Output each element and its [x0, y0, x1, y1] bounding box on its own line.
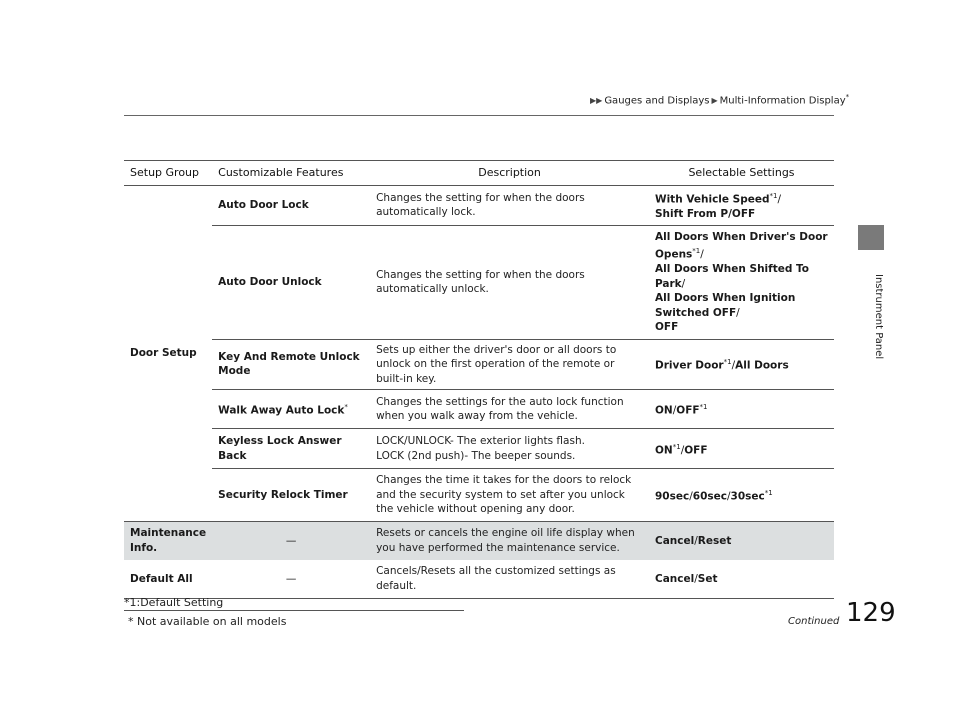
- header-selectable-settings: Selectable Settings: [649, 161, 834, 186]
- table-row: [124, 390, 834, 429]
- breadcrumb-asterisk: *: [845, 93, 850, 101]
- breadcrumb-arrow-icon: ▶▶: [590, 96, 603, 106]
- table-row: [124, 339, 834, 390]
- table-row: [124, 225, 834, 339]
- table-row: [124, 560, 834, 599]
- feature-keyless-lock-answer-back: Keyless Lock Answer Back: [212, 429, 370, 469]
- description: Changes the settings for the auto lock function when you walk away from the vehicle.: [370, 390, 649, 429]
- continued-label: Continued: [788, 616, 840, 627]
- breadcrumb-subsection[interactable]: Multi-Information Display: [719, 95, 846, 107]
- description: Cancels/Resets all the customized settings as default.: [370, 560, 649, 599]
- feature-none: —: [212, 560, 370, 599]
- table-row: [124, 522, 834, 560]
- group-maintenance-info: Maintenance Info.: [124, 522, 212, 560]
- table-row: [124, 429, 834, 469]
- group-default-all: Default All: [124, 560, 212, 599]
- settings: ON$^{*1}$/OFF: [649, 429, 834, 469]
- settings: Driver Door$^{*1}$/All Doors: [649, 339, 834, 390]
- feature-key-remote-unlock-mode: Key And Remote Unlock Mode: [212, 339, 370, 390]
- side-tab-marker: [858, 225, 884, 250]
- table-row: [124, 469, 834, 522]
- header-description: Description: [370, 161, 649, 186]
- description: Changes the setting for when the doors automatically unlock.: [370, 225, 649, 339]
- footnote-not-available: * Not available on all models: [128, 615, 287, 628]
- settings: With Vehicle Speed$^{*1}$/ Shift From P/OFF: [649, 186, 834, 226]
- feature-auto-door-lock: Auto Door Lock: [212, 186, 370, 226]
- settings: $90\sec/60\sec/30\sec^{*1}$: [649, 469, 834, 522]
- settings: All Doors When Driver's Door Opens$^{*1}$/ All Doors When Shifted To Park/ All Doors When Ignition Switched OFF/ OFF: [649, 225, 834, 339]
- customization-table: [124, 160, 834, 599]
- description: Sets up either the driver's door or all doors to unlock on the first operation of the remote or built-in key.: [370, 339, 649, 390]
- description: LOCK/UNLOCK- The exterior lights flash. LOCK (2nd push)- The beeper sounds.: [370, 429, 649, 469]
- feature-walk-away-auto-lock: Walk Away Auto Lock*: [212, 390, 370, 429]
- header-rule: [124, 115, 834, 116]
- settings: Cancel/Set: [649, 560, 834, 599]
- table-header-row: [124, 161, 834, 186]
- footnote-default-setting: *1:Default Setting: [124, 596, 224, 609]
- header-setup-group: Setup Group: [124, 161, 212, 186]
- feature-auto-door-unlock: Auto Door Unlock: [212, 225, 370, 339]
- breadcrumb-section[interactable]: Gauges and Displays: [604, 95, 710, 107]
- side-section-label: Instrument Panel: [873, 274, 884, 360]
- page-number: 129: [846, 598, 896, 628]
- header-customizable-features: Customizable Features: [212, 161, 370, 186]
- settings: Cancel/Reset: [649, 522, 834, 560]
- feature-none: —: [212, 522, 370, 560]
- breadcrumb: [588, 93, 849, 106]
- breadcrumb-arrow-icon: ▶: [711, 96, 718, 106]
- group-door-setup: Door Setup: [124, 186, 212, 522]
- table-row: [124, 186, 834, 226]
- description: Resets or cancels the engine oil life display when you have performed the maintenance service.: [370, 522, 649, 560]
- description: Changes the setting for when the doors automatically lock.: [370, 186, 649, 226]
- settings: ON/OFF$^{*1}$: [649, 390, 834, 429]
- description: Changes the time it takes for the doors to relock and the security system to set after you unlock the vehicle without opening any door.: [370, 469, 649, 522]
- feature-security-relock-timer: Security Relock Timer: [212, 469, 370, 522]
